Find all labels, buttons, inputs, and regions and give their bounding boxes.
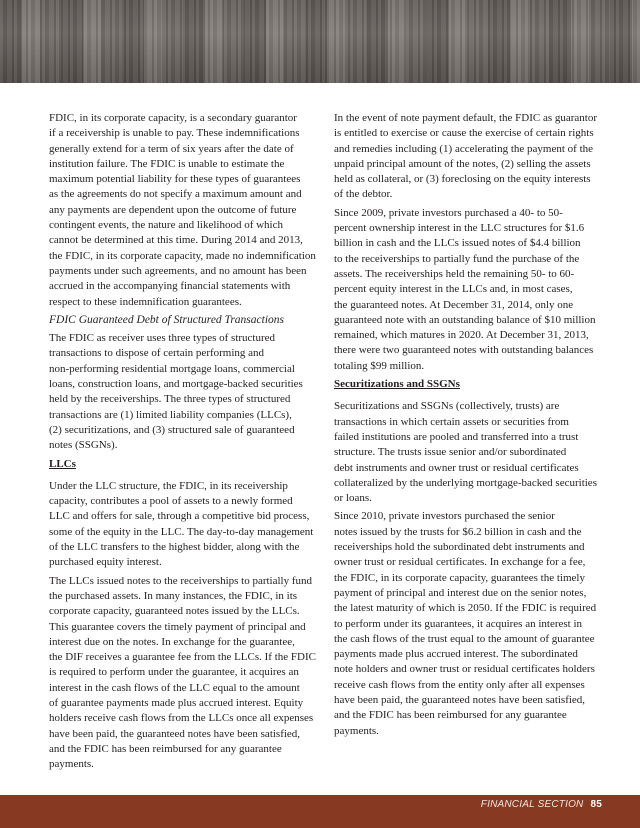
text-line: payments. [49, 758, 94, 771]
text-line: the purchased assets. In many instances, the FDIC, in its [49, 589, 298, 602]
page-number: 85 [590, 799, 602, 810]
text-line: transactions in which certain assets or securities from [334, 415, 569, 428]
text-line: of the LLC transfers to the highest bidder, along with the [49, 541, 300, 554]
text-line: non-performing residential mortgage loans, commercial [49, 362, 295, 375]
text-line: payments made plus accrued interest. The subordinated [334, 648, 578, 661]
section-name: FINANCIAL SECTION [480, 799, 584, 810]
footer-label [481, 799, 602, 810]
text-line: payment of principal and interest due on the senior notes, [334, 586, 587, 599]
text-line: the DIF receives a guarantee fee from the LLCs. If the FDIC [49, 651, 316, 664]
text-line: In the event of note payment default, the FDIC as guarantor [334, 112, 598, 124]
text-line: some of the equity in the LLC. The day-to-day management [49, 525, 314, 538]
text-line: held by the receiverships. The three types of structured [49, 393, 291, 406]
text-line: held as collateral, or (3) foreclosing on the equity interests [334, 173, 591, 186]
text-line: structure. The trusts issue senior and/or subordinated [334, 446, 567, 459]
text-line: Under the LLC structure, the FDIC, in its receivership [49, 479, 288, 492]
text-line: and remedies including (1) accelerating the payment of the [334, 142, 594, 155]
text-line: interest due on the notes. In exchange for the guarantee, [49, 635, 295, 648]
text-line: payments. [334, 724, 379, 737]
text-line: the FDIC, in its corporate capacity, guarantees the timely [334, 571, 585, 584]
text-line: any payments are dependent upon the outcome of future [49, 203, 297, 216]
text-line: totaling $99 million. [334, 359, 425, 372]
text-line: remained, which matures in 2020. At December 31, 2013, [334, 329, 589, 342]
paragraph [49, 574, 319, 773]
text-line: holders receive cash flows from the LLCs once all expenses [49, 712, 314, 725]
paragraph [334, 509, 619, 738]
text-line: or loans. [334, 492, 372, 505]
text-line: LLC and offers for sale, through a competitive bid process, [49, 510, 310, 523]
text-line: have been paid, the guaranteed notes have been satisfied, [334, 693, 586, 706]
text-line: is entitled to exercise or cause the exercise of certain rights [334, 127, 594, 140]
paragraph [334, 111, 619, 203]
text-line: the cash flows of the trust equal to the amount of guarantee [334, 632, 595, 645]
paragraph [49, 479, 319, 571]
text-line: assets. The receiverships held the remaining 50- to 60- [334, 267, 575, 280]
text-line: capacity, contributes a pool of assets to a newly formed [49, 495, 293, 508]
text-line: if a receivership is unable to pay. These indemnifications [49, 127, 300, 140]
text-line: the latest maturity of which is 2050. If the FDIC is required [334, 602, 597, 615]
paragraph [334, 399, 619, 506]
text-line: to the receiverships to partially fund the purchase of the [334, 252, 580, 265]
text-line: corporate capacity, guaranteed notes issued by the LLCs. [49, 605, 300, 618]
text-line: failed institutions are pooled and transferred into a trust [334, 430, 579, 443]
text-line: Since 2010, private investors purchased the senior [334, 510, 555, 523]
text-line: contingent events, the nature and likelihood of which [49, 219, 283, 232]
text-line: there were two guaranteed notes with outstanding balances [334, 344, 594, 357]
text-line: of the debtor. [334, 188, 393, 201]
text-line: notes (SSGNs). [49, 439, 118, 452]
text-line: notes issued by the trusts for $6.2 billion in cash and the [334, 525, 582, 538]
text-line: generally extend for a term of six years after the date of [49, 142, 294, 155]
section-heading: LLCs [49, 457, 76, 470]
text-line: collateralized by the underlying mortgage-backed securities [334, 476, 597, 489]
text-line: The FDIC as receiver uses three types of structured [49, 332, 276, 345]
text-line: respect to these indemnification guarantees. [49, 295, 242, 308]
header-wood-banner [0, 0, 640, 83]
text-line: cannot be determined at this time. During 2014 and 2013, [49, 234, 303, 247]
text-line: FDIC, in its corporate capacity, is a secondary guarantor [49, 112, 297, 124]
text-line: transactions are (1) limited liability companies (LLCs), [49, 408, 292, 421]
text-line: accrued in the accompanying financial statements with [49, 280, 291, 293]
text-line: payments under such agreements, and no amount has been [49, 264, 307, 277]
text-line: (2) securitizations, and (3) structured sale of guaranteed [49, 423, 295, 436]
text-line: percent equity interest in the LLCs and, in most cases, [334, 283, 573, 296]
text-line: interest in the cash flows of the LLC equal to the amount [49, 681, 300, 694]
text-line: is required to perform under the guarantee, it acquires an [49, 666, 299, 679]
text-line: maximum potential liability for these types of guarantees [49, 173, 301, 186]
text-line: receiverships hold the subordinated debt instruments and [334, 541, 585, 554]
text-line: unpaid principal amount of the notes, (2) selling the assets [334, 157, 591, 170]
text-line: purchased equity interest. [49, 556, 162, 569]
text-line: have been paid, the guaranteed notes have been satisfied, [49, 727, 301, 740]
text-line: owner trust or residual certificates. In exchange for a fee, [334, 556, 586, 569]
right-column [334, 111, 619, 742]
text-line: to perform under its guarantees, it acquires an interest in [334, 617, 583, 630]
text-line: This guarantee covers the timely payment of principal and [49, 620, 306, 633]
text-line: transactions to dispose of certain performing and [49, 347, 265, 360]
text-line: as the agreements do not specify a maximum amount and [49, 188, 302, 201]
text-line: the guaranteed notes. At December 31, 2014, only one [334, 298, 574, 311]
text-line: of guarantee payments made plus accrued interest. Equity [49, 696, 304, 709]
text-line: loans, construction loans, and mortgage-backed securities [49, 378, 303, 391]
text-line: billion in cash and the LLCs issued notes of $4.4 billion [334, 237, 581, 250]
footer-band [0, 795, 640, 828]
text-line: debt instruments and owner trust or residual certificates [334, 461, 579, 474]
text-line: receive cash flows from the entity only after all expenses [334, 678, 585, 691]
text-line: percent ownership interest in the LLC structures for $1.6 [334, 222, 585, 235]
paragraph [334, 206, 619, 374]
text-line: and the FDIC has been reimbursed for any guarantee [49, 742, 282, 755]
paragraph [49, 331, 319, 453]
text-line: and the FDIC has been reimbursed for any guarantee [334, 709, 567, 722]
text-line: guaranteed note with an outstanding balance of $10 million [334, 313, 596, 326]
text-line: the FDIC, in its corporate capacity, made no indemnification [49, 249, 316, 262]
text-line: Since 2009, private investors purchased a 40- to 50- [334, 206, 563, 219]
text-line: The LLCs issued notes to the receiverships to partially fund [49, 574, 313, 587]
section-heading: Securitizations and SSGNs [334, 378, 460, 391]
left-column [49, 111, 319, 775]
text-line: note holders and owner trust or residual certificates holders [334, 663, 595, 676]
text-line: Securitizations and SSGNs (collectively, trusts) are [334, 400, 560, 413]
section-heading: FDIC Guaranteed Debt of Structured Transactions [49, 313, 284, 326]
paragraph [49, 111, 319, 310]
text-line: institution failure. The FDIC is unable to estimate the [49, 157, 285, 170]
